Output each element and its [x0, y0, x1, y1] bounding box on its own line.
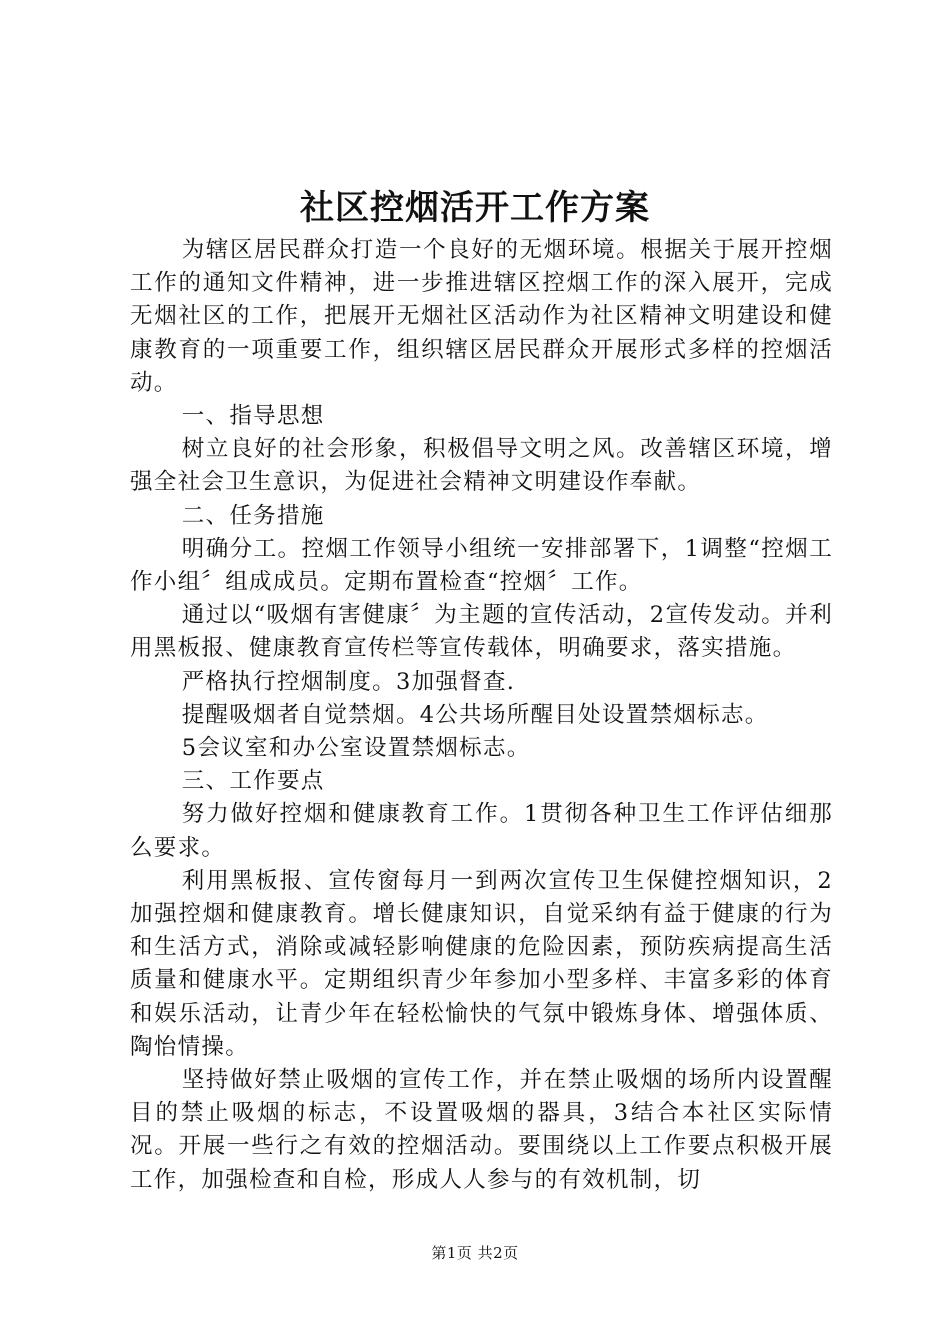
paragraph-task-5: 5会议室和办公室设置禁烟标志。	[181, 735, 531, 762]
paragraph-task-4: 提醒吸烟者自觉禁烟。4公共场所醒目处设置禁烟标志。	[181, 701, 769, 728]
paragraph-task-3: 严格执行控烟制度。3加强督查.	[181, 668, 516, 695]
paragraph-work-point-2: 利用黑板报、宣传窗每月一到两次宣传卫生保健控烟知识，2加强控烟和健康教育。增长健康知识，自觉采纳有益于健康的行为和生活方式，消除或减轻影响健康的危险因素，预防疾病提高生活质量和健康水平。定期组织青少年参加小型多样、丰富多彩的体育和娱乐活动，让青少年在轻松愉快的气氛中锻炼身体、增强体质、陶怡情操。	[130, 867, 833, 1060]
paragraph-task-1: 明确分工。控烟工作领导小组统一安排部署下，1调整“控烟工作小组〞组成成员。定期布置检查“控烟〞工作。	[130, 535, 833, 596]
section-heading-work-points: 三、工作要点	[181, 768, 325, 795]
section-heading-guiding-ideology: 一、指导思想	[181, 403, 325, 430]
document-body	[130, 234, 833, 1197]
document-title: 社区控烟活开工作方案	[300, 188, 650, 228]
paragraph-work-point-1: 努力做好控烟和健康教育工作。1贯彻各种卫生工作评估细那么要求。	[130, 801, 833, 861]
page-footer: 第1页 共2页	[431, 1244, 519, 1262]
paragraph-intro: 为辖区居民群众打造一个良好的无烟环境。根据关于展开控烟工作的通知文件精神，进一步推进辖区控烟工作的深入展开，完成无烟社区的工作，把展开无烟社区活动作为社区精神文明建设和健康教育的一项重要工作，组织辖区居民群众开展形式多样的控烟活动。	[130, 237, 833, 396]
paragraph-task-2: 通过以“吸烟有害健康〞为主题的宣传活动，2宣传发动。并利用黑板报、健康教育宣传栏等宣传载体，明确要求，落实措施。	[130, 602, 833, 662]
paragraph-work-point-3: 坚持做好禁止吸烟的宣传工作，并在禁止吸烟的场所内设置醒目的禁止吸烟的标志，不设置吸烟的器具，3结合本社区实际情况。开展一些行之有效的控烟活动。要围绕以上工作要点积极开展工作，加强检查和自检，形成人人参与的有效机制，切	[130, 1067, 833, 1193]
paragraph-guiding-ideology: 树立良好的社会形象，积极倡导文明之风。改善辖区环境，增强全社会卫生意识，为促进社会精神文明建设作奉献。	[130, 436, 833, 496]
section-heading-task-measures: 二、任务措施	[181, 502, 325, 529]
